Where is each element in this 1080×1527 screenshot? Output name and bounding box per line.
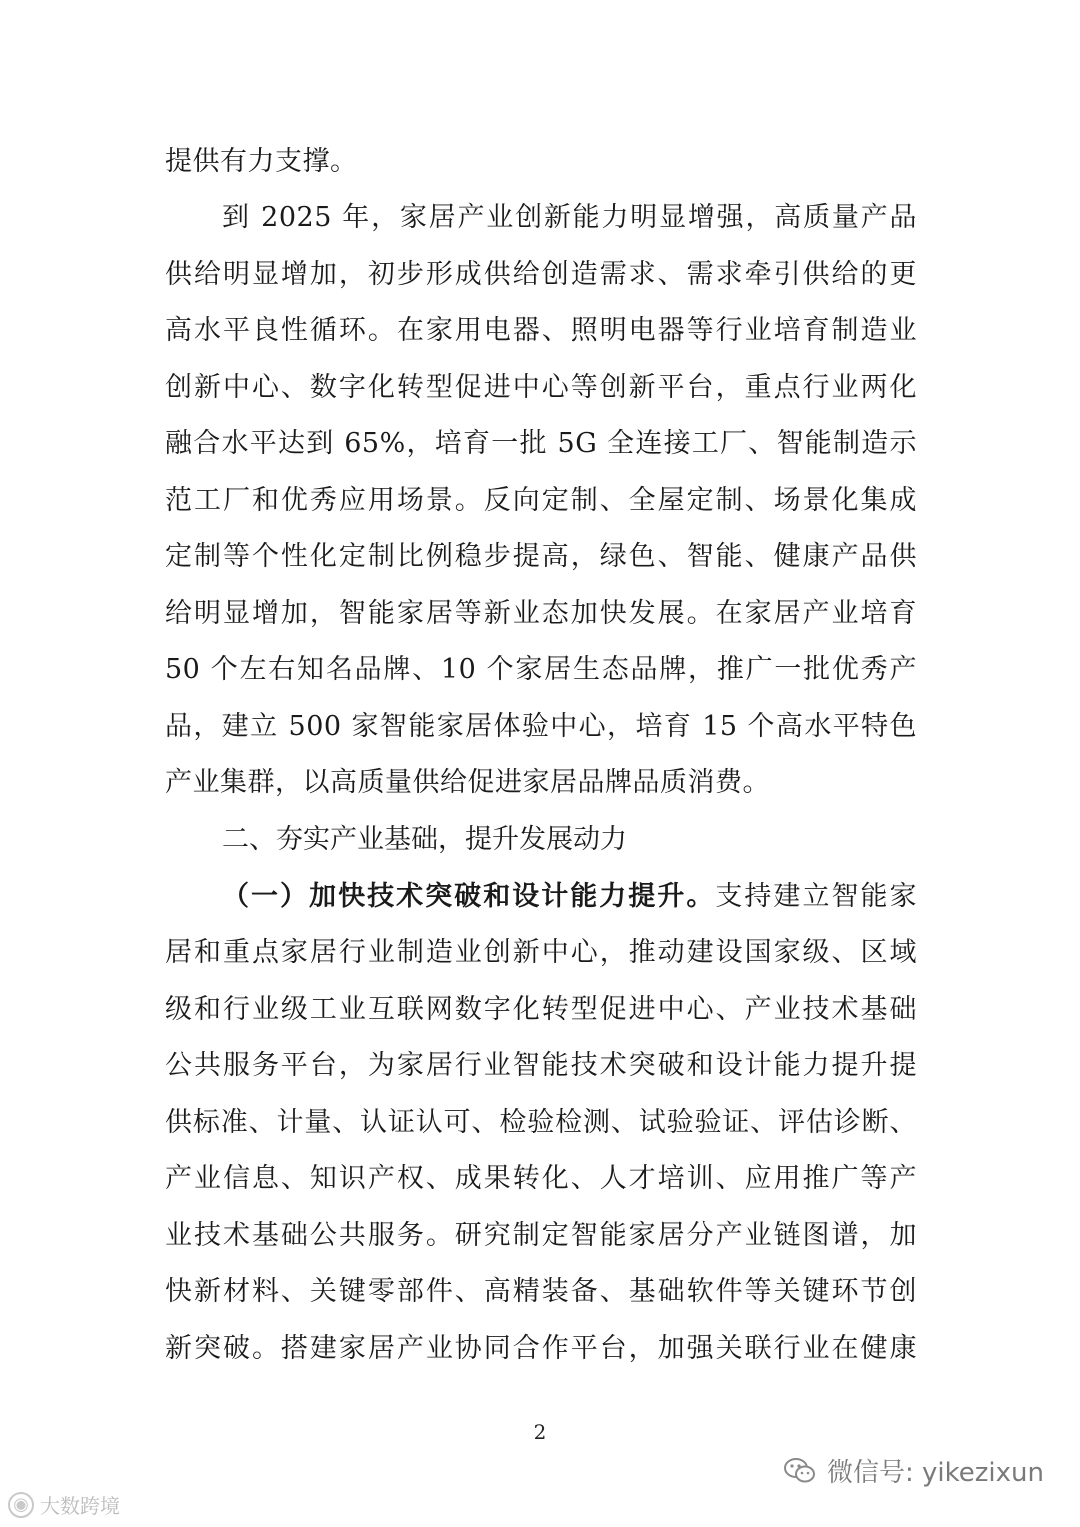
camera-logo-icon: ◉ <box>8 1492 34 1518</box>
paragraph-line: 创新中心、数字化转型促进中心等创新平台，重点行业两化 <box>165 372 917 403</box>
paragraph-line: 品，建立 500 家智能家居体验中心，培育 15 个高水平特色 <box>165 711 917 742</box>
paragraph-line: 公共服务平台，为家居行业智能技术突破和设计能力提升提 <box>165 1050 917 1081</box>
paragraph-line: 产业集群，以高质量供给促进家居品牌品质消费。 <box>165 767 770 798</box>
paragraph-line: 快新材料、关键零部件、高精装备、基础软件等关键环节创 <box>165 1276 917 1307</box>
watermark-right <box>783 1452 1044 1489</box>
watermark-right-text: 微信号: yikezixun <box>827 1458 1044 1488</box>
watermark-left <box>8 1490 120 1519</box>
paragraph-line: 供标准、计量、认证认可、检验检测、试验验证、评估诊断、 <box>165 1107 917 1138</box>
section-heading: 二、夯实产业基础，提升发展动力 <box>222 824 627 855</box>
watermark-left-text: 大数跨境 <box>40 1494 120 1518</box>
paragraph-line: 给明显增加，智能家居等新业态加快发展。在家居产业培育 <box>165 598 917 629</box>
paragraph-line: 融合水平达到 65%，培育一批 5G 全连接工厂、智能制造示 <box>165 428 917 459</box>
subsection-first-line-text: 支持建立智能家 <box>715 881 918 912</box>
paragraph-line: 产业信息、知识产权、成果转化、人才培训、应用推广等产 <box>165 1163 917 1194</box>
page-number: 2 <box>533 1420 547 1444</box>
paragraph-line: 供给明显增加，初步形成供给创造需求、需求牵引供给的更 <box>165 259 917 290</box>
paragraph-line: 高水平良性循环。在家用电器、照明电器等行业培育制造业 <box>165 315 917 346</box>
paragraph-line: 居和重点家居行业制造业创新中心，推动建设国家级、区域 <box>165 937 917 968</box>
wechat-icon <box>783 1456 817 1486</box>
paragraph-line: 50 个左右知名品牌、10 个家居生态品牌，推广一批优秀产 <box>165 654 917 685</box>
paragraph-line: 到 2025 年，家居产业创新能力明显增强，高质量产品 <box>222 202 917 233</box>
subsection-title: （一）加快技术突破和设计能力提升。 <box>222 881 716 912</box>
paragraph-line: 定制等个性化定制比例稳步提高，绿色、智能、健康产品供 <box>165 541 917 572</box>
paragraph-line: 范工厂和优秀应用场景。反向定制、全屋定制、场景化集成 <box>165 485 917 516</box>
paragraph-line: 级和行业级工业互联网数字化转型促进中心、产业技术基础 <box>165 994 917 1025</box>
paragraph-line: 业技术基础公共服务。研究制定智能家居分产业链图谱，加 <box>165 1220 917 1251</box>
paragraph-line: 提供有力支撑。 <box>165 146 358 177</box>
paragraph-line: 新突破。搭建家居产业协同合作平台，加强关联行业在健康 <box>165 1333 917 1364</box>
subsection-first-line <box>222 877 917 917</box>
